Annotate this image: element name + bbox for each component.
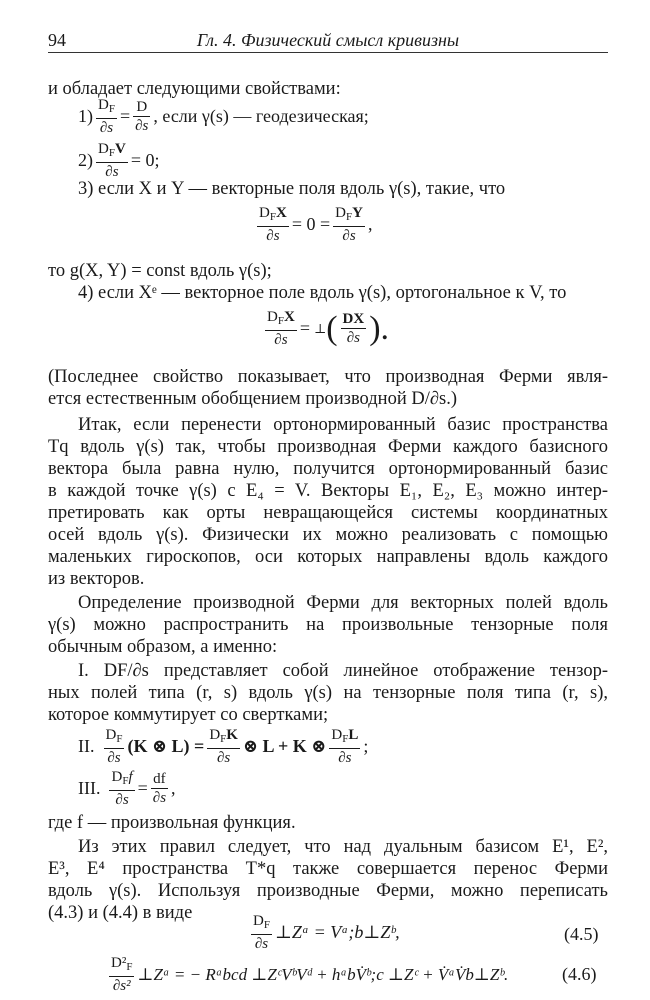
text-line: ных полей типа (r, s) вдоль γ(s) на тензорные поля типа (r, s),	[48, 683, 608, 703]
text-line: обычным образом, а именно:	[48, 637, 278, 657]
text-line: (4.3) и (4.4) в виде	[48, 903, 193, 923]
fraction: $\frac{D_FX}{\partial s}$	[259, 205, 287, 244]
fraction: $\frac{D_F}{\partial s}$	[98, 97, 115, 136]
running-title: Гл. 4. Физический смысл кривизны	[196, 30, 460, 50]
fraction: $\frac{D_FX}{\partial s}$	[267, 309, 295, 348]
rule-ii: II. $\frac{D_F}{\partial s}$ (K ⊗ L) = $\frac{D_FK}{\partial s}$ ⊗ L + K ⊗ $\frac{D_FL}{\partial s}$ ;	[78, 727, 369, 766]
property-1-condition: , если γ(s) — геодезическая;	[153, 106, 369, 126]
fraction: $\frac{DX}{\partial s}$	[342, 311, 365, 346]
text-line: вдоль γ(s). Используя производные Ферми, можно переписать	[48, 881, 608, 901]
page-number: 94	[48, 30, 66, 50]
text-line: где f — произвольная функция.	[48, 813, 296, 833]
text-line: осей вдоль γ(s). Физически их можно реализовать с помощью	[48, 525, 608, 545]
equation-fermi-xy: $\frac{D_FX}{\partial s}$ = 0 = $\frac{D_FY}{\partial s}$ ,	[259, 205, 373, 244]
text-line: E³, E⁴ пространства T*q также совершается перенос Ферми	[48, 859, 608, 879]
fraction: $\frac{D_FY}{\partial s}$	[335, 205, 363, 244]
equation-4-5: $\frac{D_F}{\partial s}$ ⊥Zᵃ = Vᵃ;b⊥Zᵇ,	[253, 913, 400, 952]
text-line: и обладает следующими свойствами:	[48, 79, 341, 99]
text-line: из векторов.	[48, 569, 145, 589]
property-1-label: 1)	[78, 106, 93, 126]
property-1: 1) $\frac{D_F}{\partial s}$ = $\frac{D}{\partial s}$ , если γ(s) — геодезическая;	[78, 97, 369, 136]
text-line: Tq вдоль γ(s) так, чтобы производная Ферми каждого базисного	[48, 437, 608, 457]
equation-number: (4.6)	[562, 964, 597, 984]
text-line: ется естественным обобщением производной D/∂s.)	[48, 389, 457, 409]
equation-number: (4.5)	[564, 924, 599, 944]
text-line: Итак, если перенести ортонормированный базис пространства	[78, 415, 608, 435]
rule-iii: III. $\frac{D_Ff}{\partial s}$ = $\frac{df}{\partial s}$ ,	[78, 769, 176, 808]
text-line: маленьких гироскопов, оси которых направлены вдоль каждого	[48, 547, 608, 567]
text-line: 3) если X и Y — векторные поля вдоль γ(s), такие, что	[78, 179, 506, 199]
text-line: γ(s) можно распространить на произвольные тензорные поля	[48, 615, 608, 635]
fraction: $\frac{D}{\partial s}$	[135, 99, 149, 134]
text-line: вектора была равна нулю, получится ортонормированный базис	[48, 459, 608, 479]
equation-4-6: $\frac{D^2_F}{\text{∂s²}}$ ⊥Zᵃ = − Rᵃbcd ⊥ZᶜVᵇVᵈ + hᵃbV̇ᵇ;c ⊥Zᶜ + V̇ᵃV̇b⊥Zᵇ.	[111, 955, 509, 994]
text-line: (Последнее свойство показывает, что производная Ферми явля-	[48, 367, 608, 387]
fraction: $\frac{D_F}{\partial s}$	[253, 913, 270, 952]
property-2-label: 2)	[78, 150, 93, 170]
text-line: которое коммутирует со свертками;	[48, 705, 329, 725]
fraction: $\frac{D_FL}{\partial s}$	[331, 727, 359, 766]
fraction: $\frac{D^2_F}{\text{∂s²}}$	[111, 955, 133, 994]
text-line: Из этих правил следует, что над дуальным базисом E¹, E²,	[78, 837, 608, 857]
property-2: 2) $\frac{D_FV}{\partial s}$ = 0;	[78, 141, 160, 180]
fraction: $\frac{D_FK}{\partial s}$	[209, 727, 238, 766]
fraction: $\frac{D_F}{\partial s}$	[105, 727, 123, 766]
running-header	[48, 30, 608, 53]
text-line: в каждой точке γ(s) с E₄ = V. Векторы E₁, E₂, E₃ можно интер-	[48, 481, 608, 501]
text-line: I. DF/∂s представляет собой линейное отображение тензор-	[78, 661, 608, 681]
fraction: $\frac{D_FV}{\partial s}$	[98, 141, 126, 180]
fraction: $\frac{D_Ff}{\partial s}$	[111, 769, 133, 808]
equation-fermi-perp: $\frac{D_FX}{\partial s}$ = ⊥ ( $\frac{DX}{\partial s}$ ).	[267, 309, 390, 348]
text-line: Определение производной Ферми для векторных полей вдоль	[78, 593, 608, 613]
text-line: 4) если Xᵉ — векторное поле вдоль γ(s), ортогональное к V, то	[78, 283, 567, 303]
text-line: то g(X, Y) = const вдоль γ(s);	[48, 261, 272, 281]
fraction: $\frac{df}{\partial s}$	[152, 771, 167, 806]
text-line: претировать как орты невращающейся системы координатных	[48, 503, 608, 523]
